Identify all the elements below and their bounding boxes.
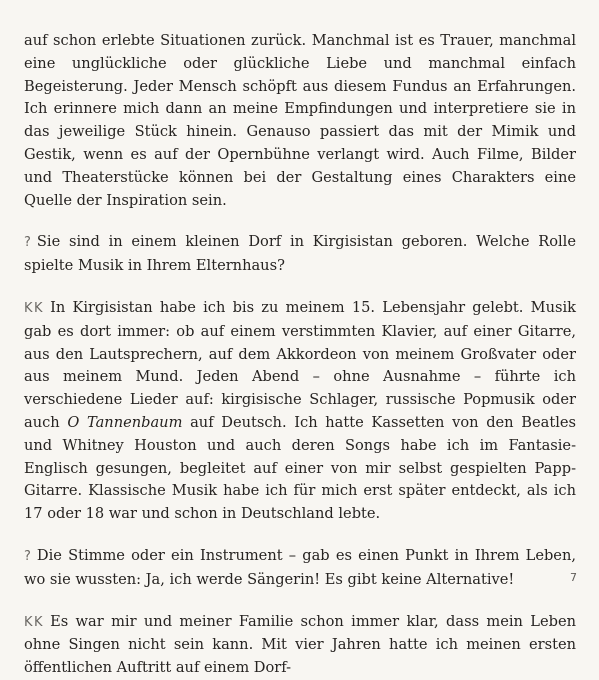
interview-text <box>24 30 576 680</box>
answer-paragraph <box>24 297 576 526</box>
song-title: O Tannenbaum <box>67 413 183 431</box>
question-text: Die Stimme oder ein Instrument – gab es einen Punkt in Ihrem Leben, wo sie wussten: Ja, ich werde Sängerin! Es gibt keine Alternative! <box>24 546 576 588</box>
question-text: Sie sind in einem kleinen Dorf in Kirgisistan geboren. Welche Rolle spielte Musik in Ihrem Elternhaus? <box>24 233 576 275</box>
speaker-initials: KK <box>24 300 45 316</box>
question-marker: ? <box>24 235 31 251</box>
paragraph-text: auf schon erlebte Situationen zurück. Manchmal ist es Trauer, manchmal eine unglückliche oder glückliche Liebe und manchmal einfach Begeisterung. Jeder Mensch schöpft aus diesem Fundus an Erfahrungen. Ich erinnere mich dann an meine Empfindungen und interpretiere sie in das jeweilige Stück hinein. Genauso passiert das mit der Mimik und Gestik, wenn es auf der Opernbühne verlangt wird. Auch Filme, Bilder und Theaterstücke können bei der Gestaltung eines Charakters eine Quelle der Inspiration sein. <box>24 32 576 209</box>
answer-text-part-2: auf Deutsch. Ich hatte Kassetten von den Beatles und Whitney Houston und auch deren Songs habe ich im Fantasie-Englisch gesungen, begleitet auf einer von mir selbst gespielten Papp-Gitarre. Klassische Musik habe ich für mich erst später entdeckt, als ich 17 oder 18 war und schon in Deutschland lebte. <box>24 413 576 523</box>
answer-text: Es war mir und meiner Familie schon immer klar, dass mein Leben ohne Singen nicht sein kann. Mit vier Jahren hatte ich meinen ersten öffentlichen Auftritt auf einem Dorf- <box>24 612 576 677</box>
question-marker: ? <box>24 548 31 564</box>
answer-text-part-1: In Kirgisistan habe ich bis zu meinem 15. Lebensjahr gelebt. Musik gab es dort immer: ob auf einem verstimmten Klavier, auf einer Gitarre, aus den Lautsprechern, auf dem Akkordeon von meinem Großvater oder aus meinem Mund. Jeden Abend – ohne Ausnahme – führte ich verschiedene Lieder auf: kirgisische Schlager, russische Popmusik oder auch <box>24 298 576 431</box>
question-paragraph <box>24 231 576 278</box>
speaker-initials: KK <box>24 614 45 630</box>
answer-paragraph <box>24 611 576 680</box>
paragraph-continuation <box>24 30 576 212</box>
question-paragraph <box>24 545 576 592</box>
page-number: 7 <box>570 571 577 584</box>
